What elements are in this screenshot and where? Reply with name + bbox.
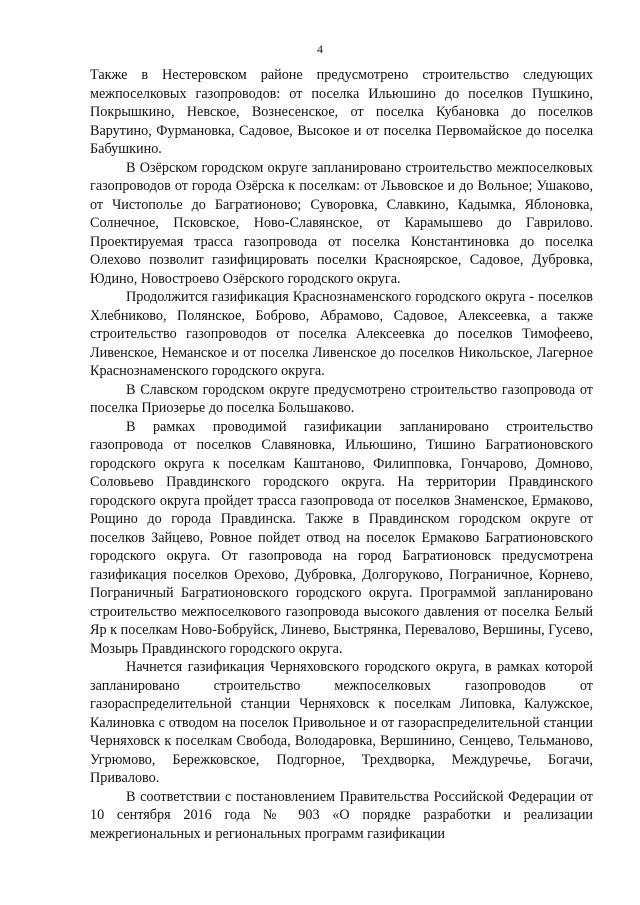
paragraph-krasnoznamensk-district: Продолжится газификация Краснознаменского городского округа - поселков Хлебниково, Полянское, Боброво, Абрамово, Садовое, Алексеевка, а также строительство газопроводов от поселка Алексеевка до поселков Тимофеево, Ливенское, Неманское и от поселка Ливенское до поселков Никольское, Лагерное Краснознаменского городского округа.	[90, 289, 593, 379]
paragraph-nesterov-district: Также в Нестеровском районе предусмотрено строительство следующих межпоселковых газопроводов: от поселка Ильюшино до поселков Пушкино, Покрышкино, Невское, Вознесенское, от поселка Кубановка до поселков Варутино, Фурмановка, Садовое, Высокое и от поселка Первомайское до поселка Бабушкино.	[90, 67, 593, 157]
paragraph-government-decree: В соответствии с постановлением Правительства Российской Федерации от 10 сентября 2016 года № 903 «О порядке разработки и реализации межрегиональных и региональных программ газификации	[90, 788, 593, 842]
document-body	[90, 66, 593, 843]
page-number: 4	[317, 42, 323, 56]
paragraph-pravdinsk-bagrationovsk: В рамках проводимой газификации запланировано строительство газопровода от поселков Славяновка, Ильюшино, Тишино Багратионовского городского округа к поселкам Каштаново, Филипповка, Гончарово, Домново, Соловьево Правдинского городского округа. На территории Правдинского городского округа пройдет трасса газопровода от поселков Знаменское, Ермаково, Рощино до города Правдинска. Также в Правдинском городском округе от поселков Зайцево, Ровное пойдет отвод на поселок Ермаково Багратионовского городского округа. От газопровода на город Багратионовск предусмотрена газификация поселков Орехово, Дубровка, Долгоруково, Пограничное, Корнево, Пограничный Багратионовского городского округа. Программой запланировано строительство межпоселкового газопровода высокого давления от поселка Белый Яр к поселкам Ново-Бобруйск, Линево, Быстрянка, Перевалово, Вершины, Гусево, Мозырь Правдинского городского округа.	[90, 418, 593, 657]
paragraph-ozyorsk-district: В Озёрском городском округе запланировано строительство межпоселковых газопроводов от города Озёрска к поселкам: от Львовское и до Вольное; Ушаково, от Чистополье до Багратионово; Суворовка, Славкино, Кадымка, Яблоновка, Солнечное, Псковское, Ново-Славянское, от Карамышево до Гаврилово. Проектируемая трасса газопровода от поселка Константиновка до поселка Олехово позволит газифицировать поселки Красноярское, Садовое, Дубровка, Юдино, Новостроево Озёрского городского округа.	[90, 159, 593, 287]
paragraph-chernyakhovsk-district: Начнется газификация Черняховского городского округа, в рамках которой запланировано строительство межпоселковых газопроводов от газораспределительной станции Черняховск к поселкам Липовка, Калужское, Калиновка с отводом на поселок Привольное и от газораспределительной станции Черняховск к поселкам Свобода, Володаровка, Вершинино, Сенцево, Тельманово, Угрюмово, Бережковское, Подгорное, Трехдворка, Междуречье, Богачи, Привалово.	[90, 659, 593, 786]
paragraph-slavsk-district: В Славском городском округе предусмотрено строительство газопровода от поселка Приозерье до поселка Большаково.	[90, 381, 593, 416]
